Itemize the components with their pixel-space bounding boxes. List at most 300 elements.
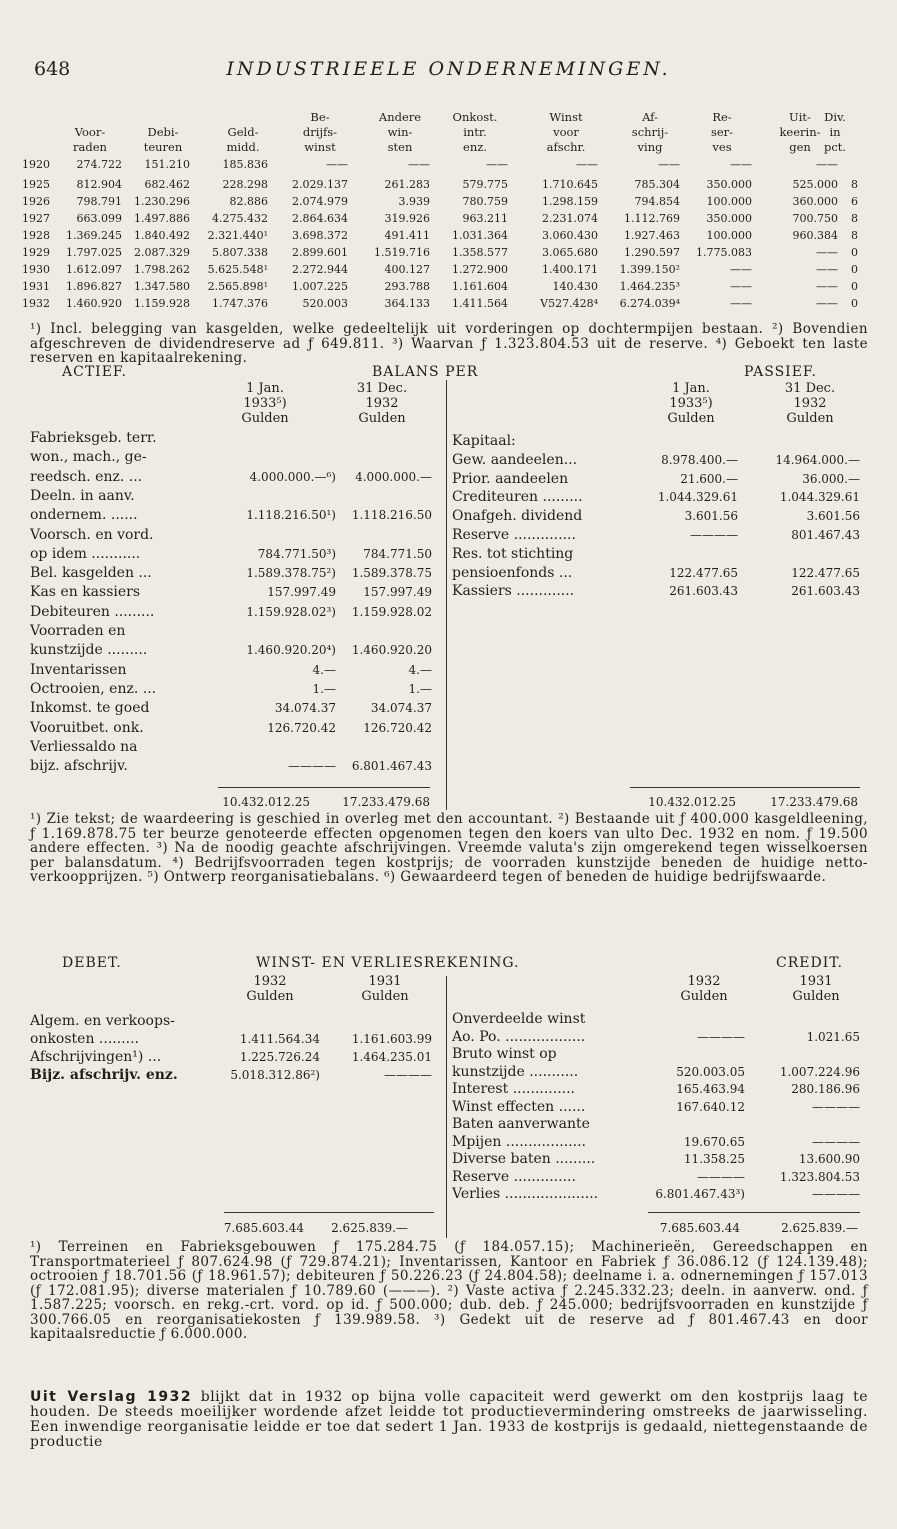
winst-footnote: ¹) Terreinen en Fabrieksgebouwen ƒ 175.284.75 (ƒ 184.057.15); Machinerieën, Gereedschappen en Transportmaterieel ƒ 807.624.98 (ƒ 729.874.21); Inventarissen, Kantoor en Fabriek ƒ 36.086.12 (ƒ 124.139.48); octrooien ƒ 18.701.56 (ƒ 18.961.57); debiteuren ƒ 50.226.23 (ƒ 24.804.58); deelname i. a. odnernemingen ƒ 157.013 (ƒ 172.081.95); diverse materialen ƒ 10.789.60 (———). ²) Vaste activa ƒ 2.245.332.23; deeln. in aanverw. ond. ƒ 1.587.225; voorsch. en rekg.-crt. vord. op id. ƒ 500.000; dub. deb. ƒ 245.000; bedrijfsvoorraden en kunstzijde ƒ 300.766.05 en reorganisatiekosten ƒ 139.989.58. ³) Gedekt uit de reserve ad ƒ 801.467.43 en door kapitaalsreductie ƒ 6.000.000. [30,1239,868,1342]
stats-cell: 1.230.296 [134,195,190,208]
stats-cell: 1.159.928 [134,297,190,310]
stats-cell: —— [326,158,348,171]
stats-cell: 1.411.564 [452,297,508,310]
stats-year: 1931 [22,280,50,293]
stats-cell: 1.272.900 [452,263,508,276]
stats-cell: 2.565.898¹ [207,280,268,293]
stats-header-cell: ving [637,140,663,154]
stats-cell: —— [816,297,838,310]
account-label: kunstzijde ......... [30,642,148,659]
account-amount-b: 1.021.65 [806,1029,860,1044]
winst-divider [446,976,447,1238]
account-amount-a: 4.000.000.—⁶) [249,469,336,484]
account-label: Debiteuren ......... [30,603,155,620]
stats-header-cell: Debi- [147,125,179,139]
account-label: Deeln. in aanv. [30,487,135,504]
account-amount-b: 36.000.— [802,471,860,486]
stats-cell: 960.384 [792,229,838,242]
stats-cell: 525.000 [792,178,838,191]
stats-cell: 1.797.025 [66,246,122,259]
account-label: onkosten ......... [30,1031,139,1047]
stats-cell: 2.074.979 [292,195,348,208]
account-label: Bijz. afschrijv. enz. [30,1067,178,1083]
account-amount-a: 8.978.400.— [661,452,738,467]
stats-cell: 2.321.440¹ [207,229,268,242]
stats-cell: —— [576,158,598,171]
col-head-line: 1 Jan. [246,381,284,396]
account-label: Reserve .............. [452,527,576,543]
stats-cell: 350.000 [706,178,752,191]
balans-footnote: ¹) Zie tekst; de waardeering is geschied in overleg met den accountant. ²) Bestaande uit ƒ 400.000 kasgeldleening, ƒ 1.169.878.75 ter beurze genoteerde effecten opgenomen tegen den koers van ulto Dec. 1932 en nom. ƒ 19.500 andere effecten. ³) Na de noodig geachte afschrijvingen. Vreemde valuta's zijn omgerekend tegen wisselkoersen per balansdatum. ⁴) Bedrijfsvoorraden tegen kostprijs; de voorraden kunstzijde beneden de huidige netto-verkoopprijzen. ⁵) Ontwerp reorganisatiebalans. ⁶) Gewaardeerd tegen of beneden de huidige bedrijfswaarde. [30,811,868,885]
stats-cell: 0 [851,280,858,293]
stats-year: 1932 [22,297,50,310]
stats-cell: 1.347.580 [134,280,190,293]
stats-cell: 520.003 [302,297,348,310]
account-label: reedsch. enz. ... [30,468,143,485]
account-amount-a: 4.— [312,662,336,677]
stats-cell: 5.807.338 [212,246,268,259]
stats-cell: 1.896.827 [66,280,122,293]
account-amount-b: 280.186.96 [791,1082,860,1096]
account-label: ondernem. ...... [30,507,138,524]
col-head-line: Gulden [358,411,406,426]
stats-header-cell: afschr. [546,140,586,154]
account-amount-b: 6.801.467.43 [351,759,432,774]
balans-left-total-a: 10.432.012.25 [222,795,310,809]
balans-divider [446,380,447,810]
stats-cell: 682.462 [144,178,190,191]
account-amount-b: 3.601.56 [806,509,860,524]
stats-cell: 293.788 [384,280,430,293]
account-label: Mpijen .................. [452,1133,586,1150]
col-head-line: 1933⁵) [243,396,287,411]
account-amount-b: 1.044.329.61 [779,490,860,505]
stats-header-cell: Div. [824,110,846,124]
account-label: Kassiers ............. [452,583,575,600]
account-amount-b: 1.464.235.01 [351,1050,432,1064]
stats-cell: 6.274.039⁴ [619,297,680,310]
col-head-line: 31 Dec. [784,381,836,396]
account-amount-b: ———— [384,1068,432,1082]
account-amount-a: 784.771.50³) [257,546,336,561]
account-label: op idem ........... [30,545,141,562]
report-body: blijkt dat in 1932 op bijna volle capaciteit werd gewerkt om den kostprijs laag te houden. De steeds moeilijker wordende afzet leidde tot productievermindering omstreeks de jaarwisseling. Een inwendige reorganisatie leidde er toe dat sedert 1 Jan. 1933 de kostprijs is gedaald, niettegenstaande de productie [30,1389,868,1450]
account-amount-b: 4.— [408,662,432,677]
stats-cell: 1.161.604 [452,280,508,293]
stats-cell: 274.722 [76,158,122,171]
col-head-line: Gulden [667,411,715,426]
stats-cell: —— [816,263,838,276]
account-amount-a: ———— [288,759,336,774]
winst-left-col2-head [345,974,425,1004]
stats-year: 1927 [22,212,50,225]
stats-cell: 963.211 [462,212,508,225]
account-label: Ao. Po. .................. [452,1028,586,1045]
account-label: Kas en kassiers [30,584,141,601]
stats-cell: 100.000 [706,229,752,242]
stats-cell: 82.886 [229,195,268,208]
account-amount-a: ———— [690,528,738,542]
account-amount-a: 1.225.726.24 [239,1050,320,1064]
balans-right-total-rule [630,787,860,788]
stats-cell: 2.029.137 [292,178,348,191]
col-head-line: 1931 [799,974,833,989]
account-amount-a: 520.003.05 [676,1064,745,1079]
account-amount-b: 122.477.65 [791,565,860,580]
stats-row [22,297,860,314]
page-number: 648 [34,58,71,80]
stats-header-cell: keerin- [779,125,821,139]
stats-cell: 5.625.548¹ [207,263,268,276]
stats-header-cell: Geld- [227,125,259,139]
account-amount-a: 1.118.216.50¹) [246,508,336,523]
stats-cell: —— [658,158,680,171]
stats-header-cell: midd. [226,140,260,154]
account-label: Baten aanverwante [452,1116,590,1132]
balans-right-col1-head [636,381,746,426]
stats-cell: 1.031.364 [452,229,508,242]
stats-year: 1928 [22,229,50,242]
stats-cell: 228.298 [222,178,268,191]
winst-left-total-b: 2.625.839.— [331,1221,408,1235]
stats-row [22,195,860,212]
stats-header-cell: raden [73,140,107,154]
stats-cell: 1.112.769 [624,212,680,225]
stats-cell: —— [816,280,838,293]
stats-cell: 6 [851,195,858,208]
stats-cell: 1.612.097 [66,263,122,276]
stats-header-cell: enz. [463,140,487,154]
account-label: Kapitaal: [452,433,516,449]
stats-header-cell: winst [304,140,336,154]
stats-cell: 1.497.886 [134,212,190,225]
stats-header-cell: pct. [823,140,847,154]
stats-cell: 1.399.150² [619,263,680,276]
stats-year: 1925 [22,178,50,191]
stats-header-cell: win- [387,125,413,139]
stats-cell: 1.710.645 [542,178,598,191]
account-amount-b: 1.007.224.96 [779,1064,860,1079]
account-amount-b: 1.589.378.75 [351,566,432,581]
account-amount-b: ———— [812,1134,860,1149]
stats-cell: 1.460.920 [66,297,122,310]
account-label: Algem. en verkoops- [30,1013,175,1029]
stats-cell: 8 [851,212,858,225]
account-amount-b: 34.074.37 [370,701,432,716]
account-amount-b: 1.159.928.02 [351,604,432,619]
stats-cell: 1.464.235³ [619,280,680,293]
balans-right-total-a: 10.432.012.25 [648,795,736,809]
stats-row [22,158,860,175]
account-amount-b: ———— [812,1187,860,1201]
col-head-line: 1933⁵) [669,396,713,411]
stats-cell: 1.400.171 [542,263,598,276]
stats-cell: —— [730,158,752,171]
stats-cell: —— [730,263,752,276]
winst-right-col2-head [776,974,856,1004]
account-amount-b: 1.118.216.50 [351,508,432,523]
stats-year: 1920 [22,158,50,171]
account-amount-b: 126.720.42 [363,720,432,735]
account-amount-b: 1.— [408,681,432,696]
debet-title: DEBET. [62,955,122,971]
stats-cell: 491.411 [384,229,430,242]
account-amount-a: 21.600.— [680,471,738,486]
stats-cell: 1.007.225 [292,280,348,293]
stats-cell: 3.698.372 [292,229,348,242]
annual-report-text [30,1390,868,1450]
stats-cell: 579.775 [462,178,508,191]
actief-title: ACTIEF. [62,364,127,380]
balans-left-total-b: 17.233.479.68 [342,795,430,809]
account-amount-a: 1.589.378.75²) [246,566,336,581]
account-label: bijz. afschrijv. [30,758,128,775]
stats-cell: 2.231.074 [542,212,598,225]
account-amount-a: 6.801.467.43³) [655,1187,745,1201]
winst-right-total-a: 7.685.603.44 [659,1221,740,1235]
stats-row [22,280,860,297]
col-head-line: 1932 [793,396,827,411]
stats-cell: —— [816,158,838,171]
account-amount-a: 1.159.928.02³) [246,604,336,619]
stats-header-cell: Andere [378,110,422,124]
stats-cell: 2.087.329 [134,246,190,259]
stats-header-cell: Winst [549,110,583,124]
col-head-line: Gulden [792,989,840,1004]
stats-cell: 8 [851,229,858,242]
account-label: Verliessaldo na [30,738,138,755]
stats-row [22,229,860,246]
stats-cell: 794.854 [634,195,680,208]
stats-header-cell: voor [553,125,579,139]
stats-cell: 812.904 [76,178,122,191]
account-amount-b: 13.600.90 [798,1152,860,1166]
account-amount-a: ———— [697,1029,745,1044]
account-label: Fabrieksgeb. terr. [30,430,157,446]
stats-cell: 1.840.492 [134,229,190,242]
credit-title: CREDIT. [776,955,843,971]
account-amount-a: 19.670.65 [683,1134,745,1149]
stats-cell: 151.210 [144,158,190,171]
page-header [34,58,863,86]
account-amount-a: 11.358.25 [683,1152,745,1166]
stats-header-cell: ser- [710,125,734,139]
stats-row [22,263,860,280]
stats-year: 1930 [22,263,50,276]
stats-header-row [30,140,860,155]
stats-cell: 261.283 [384,178,430,191]
stats-cell: 1.358.577 [452,246,508,259]
stats-header-cell: teuren [143,140,183,154]
balans-left-col2-head [337,381,427,426]
balans-title: BALANS PER [372,364,479,380]
stats-header-cell: sten [387,140,413,154]
stats-cell: —— [486,158,508,171]
stats-header-row [30,125,860,140]
stats-year: 1929 [22,246,50,259]
stats-header-cell: schrij- [631,125,669,139]
col-head-line: 31 Dec. [356,381,408,396]
account-label: Res. tot stichting [452,545,574,562]
account-amount-a: 5.018.312.86²) [230,1068,320,1082]
account-amount-a: 34.074.37 [274,701,336,716]
col-head-line: 1931 [368,974,402,989]
col-head-line: 1932 [253,974,287,989]
stats-row [22,178,860,195]
stats-cell: —— [408,158,430,171]
account-amount-a: 261.603.43 [669,584,738,599]
stats-cell: 1.290.597 [624,246,680,259]
account-amount-b: 261.603.43 [791,584,860,599]
stats-header-cell: Af- [642,110,658,124]
stats-cell: 350.000 [706,212,752,225]
account-label: Gew. aandeelen... [452,451,578,468]
account-label: Bel. kasgelden ... [30,565,152,582]
stats-cell: 1.298.159 [542,195,598,208]
stats-cell: 319.926 [384,212,430,225]
stats-header-cell: Uit- [789,110,811,124]
stats-header-cell: Be- [310,110,330,124]
stats-cell: 0 [851,263,858,276]
stats-cell: —— [730,297,752,310]
stats-cell: 1.798.262 [134,263,190,276]
stats-cell: 3.939 [398,195,430,208]
stats-cell: 8 [851,178,858,191]
stats-cell: 140.430 [552,280,598,293]
stats-cell: 663.099 [76,212,122,225]
account-amount-a: 1.— [312,681,336,696]
stats-cell: 1.775.083 [696,246,752,259]
col-head-line: Gulden [786,411,834,426]
stats-header-cell: Re- [712,110,732,124]
account-amount-b: 1.323.804.53 [779,1169,860,1184]
stats-cell: —— [816,246,838,259]
account-label: Verlies ..................... [452,1186,599,1202]
stats-header-cell: gen [789,140,811,154]
stats-header-cell: intr. [463,125,487,139]
page-title: INDUSTRIEELE ONDERNEMINGEN. [226,58,671,80]
balans-left-col1-head [220,381,310,426]
account-label: Winst effecten ...... [452,1098,586,1115]
col-head-line: Gulden [241,411,289,426]
account-label: Diverse baten ......... [452,1151,596,1167]
stats-cell: 1.747.376 [212,297,268,310]
account-label: Interest .............. [452,1081,575,1097]
account-label: Prior. aandeelen [452,470,569,487]
col-head-line: Gulden [361,989,409,1004]
account-label: pensioenfonds ... [452,564,573,581]
stats-header-cell: in [829,125,841,139]
account-amount-a: ———— [697,1169,745,1184]
account-amount-a: 165.463.94 [676,1082,745,1096]
stats-cell: 785.304 [634,178,680,191]
stats-cell: 2.272.944 [292,263,348,276]
balans-left-total-rule [218,787,430,788]
account-label: Reserve .............. [452,1168,576,1185]
account-label: won., mach., ge- [30,449,147,466]
account-label: Voorsch. en vord. [30,526,154,543]
account-amount-b: ———— [812,1099,860,1114]
stats-cell: 4.275.432 [212,212,268,225]
stats-cell: 0 [851,246,858,259]
stats-cell: 780.759 [462,195,508,208]
winst-left-total-a: 7.685.603.44 [223,1221,304,1235]
stats-cell: 798.791 [76,195,122,208]
col-head-line: 1932 [687,974,721,989]
winst-left-total-rule [224,1212,434,1213]
account-label: Afschrijvingen¹) ... [30,1049,162,1065]
account-amount-a: 126.720.42 [267,720,336,735]
stats-cell: 700.750 [792,212,838,225]
stats-cell: 364.133 [384,297,430,310]
account-amount-b: 14.964.000.— [775,452,860,467]
stats-header-cell: Onkost. [452,110,498,124]
account-amount-b: 1.161.603.99 [351,1032,432,1046]
balans-right-total-b: 17.233.479.68 [770,795,858,809]
winst-right-total-rule [648,1212,860,1213]
stats-header-cell: drijfs- [302,125,338,139]
stats-header-row [30,110,860,125]
stats-cell: 360.000 [792,195,838,208]
col-head-line: Gulden [680,989,728,1004]
account-amount-a: 122.477.65 [669,565,738,580]
stats-cell: 3.065.680 [542,246,598,259]
statistics-footnote: ¹) Incl. belegging van kasgelden, welke gedeeltelijk uit vorderingen op dochtermpijen bestaan. ²) Bovendien afgeschreven de dividendreserve ad ƒ 649.811. ³) Waarvan ƒ 1.323.804.53 uit de reserve. ⁴) Geboekt ten laste reserven en kapitaalrekening. [30,321,868,366]
winst-right-col1-head [664,974,744,1004]
stats-cell: 1.927.463 [624,229,680,242]
report-lead: Uit Verslag 1932 [30,1389,193,1405]
account-amount-a: 1.460.920.20⁴) [246,643,336,658]
col-head-line: 1 Jan. [672,381,710,396]
winst-left-col1-head [230,974,310,1004]
account-amount-b: 4.000.000.— [355,469,432,484]
stats-header-cell: ves [712,140,732,154]
account-label: Onafgeh. dividend [452,508,583,525]
winst-title: WINST- EN VERLIESREKENING. [256,955,520,971]
account-amount-b: 157.997.49 [363,585,432,600]
stats-cell: 185.836 [222,158,268,171]
stats-cell: 100.000 [706,195,752,208]
account-amount-b: 1.460.920.20 [351,643,432,658]
stats-row [22,246,860,263]
account-amount-a: 157.997.49 [267,585,336,600]
winst-right-total-b: 2.625.839.— [781,1221,858,1235]
account-label: Onverdeelde winst [452,1011,586,1027]
col-head-line: 1932 [365,396,399,411]
stats-cell: 3.060.430 [542,229,598,242]
account-amount-a: 167.640.12 [676,1099,745,1114]
account-amount-a: 3.601.56 [684,509,738,524]
stats-cell: 2.864.634 [292,212,348,225]
account-label: Voorraden en [30,623,126,639]
stats-header-cell: Voor- [74,125,106,139]
account-label: Vooruitbet. onk. [30,719,144,736]
balans-right-col2-head [760,381,860,426]
stats-cell: 1.519.716 [374,246,430,259]
stats-cell: —— [730,280,752,293]
account-label: Crediteuren ......... [452,489,583,506]
account-label: Inkomst. te goed [30,700,150,717]
account-label: Octrooien, enz. ... [30,680,157,697]
stats-cell: 2.899.601 [292,246,348,259]
stats-year: 1926 [22,195,50,208]
col-head-line: Gulden [246,989,294,1004]
account-label: kunstzijde ........... [452,1063,579,1080]
account-amount-a: 1.044.329.61 [657,490,738,505]
account-amount-a: 1.411.564.34 [239,1032,320,1046]
stats-cell: 400.127 [384,263,430,276]
account-amount-b: 801.467.43 [791,528,860,542]
